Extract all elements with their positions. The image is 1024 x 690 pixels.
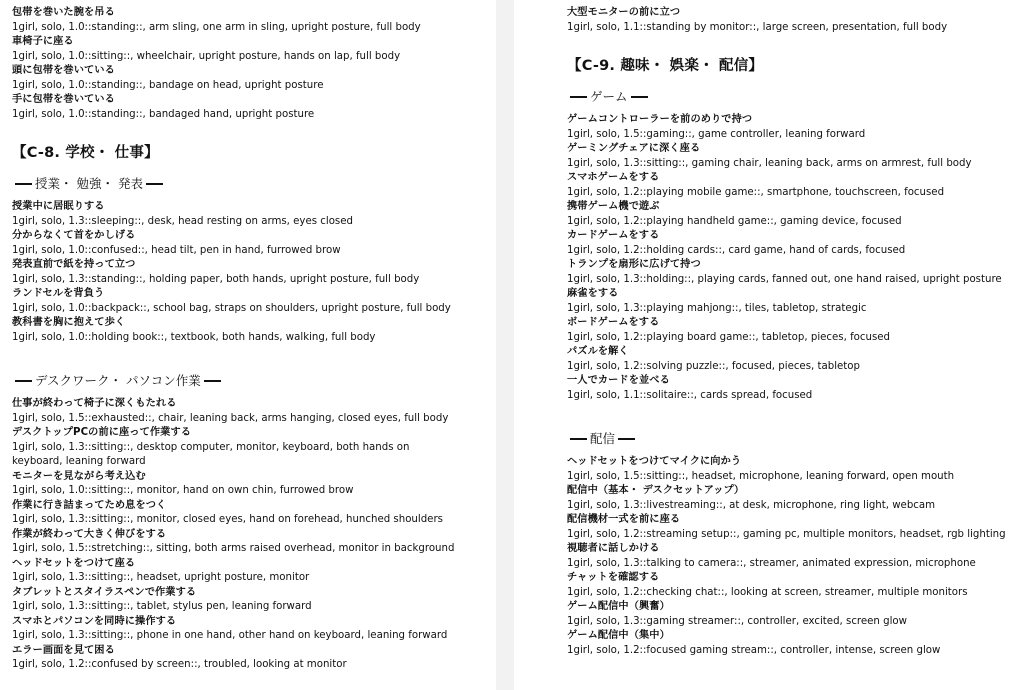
entry-prompt-text: 1girl, solo, 1.3::standing::, holding paper, both hands, upright posture, full body (12, 273, 420, 285)
dash-left-icon (15, 183, 32, 185)
entry-prompt-text: 1girl, solo, 1.0::confused::, head tilt, pen in hand, furrowed brow (12, 244, 341, 256)
entry-prompt-text: 1girl, solo, 1.3::sitting::, phone in one hand, other hand on keyboard, leaning forward (12, 630, 448, 641)
entry-japanese-label: 視聴者に話しかける (567, 543, 660, 554)
entry-japanese-label: ヘッドセットをつけて座る (12, 557, 136, 569)
left-top-entries (12, 6, 460, 122)
prompt-entry (567, 513, 1016, 542)
entry-prompt-text: 1girl, solo, 1.3::sitting::, headset, upright posture, monitor (12, 572, 310, 583)
entry-prompt-text: 1girl, solo, 1.2::playing mobile game::, smartphone, touchscreen, focused (567, 186, 945, 198)
entry-prompt-text: 1girl, solo, 1.2::holding cards::, card game, hand of cards, focused (567, 244, 906, 256)
entry-prompt-text: 1girl, solo, 1.2::solving puzzle::, focused, pieces, tabletop (567, 360, 860, 372)
entry-prompt-text: 1girl, solo, 1.2::streaming setup::, gaming pc, multiple monitors, headset, rgb lighting (567, 528, 1006, 540)
entry-japanese-label: スマホとパソコンを同時に操作する (12, 615, 177, 627)
left-column (0, 0, 496, 673)
entry-japanese-label: 大型モニターの前に立つ (567, 7, 681, 18)
entry-japanese-label: ボードゲームをする (567, 317, 660, 328)
entry-prompt-text: 1girl, solo, 1.0::holding book::, textbook, both hands, walking, full body (12, 331, 376, 343)
entry-japanese-label: 頭に包帯を巻いている (12, 65, 115, 76)
prompt-entry (12, 528, 460, 557)
prompt-entry (567, 345, 1016, 374)
right-sub1-entries (567, 113, 1016, 403)
prompt-entry (567, 316, 1016, 345)
entry-prompt-text: 1girl, solo, 1.2::playing board game::, tabletop, pieces, focused (567, 331, 890, 343)
entry-japanese-label: モニターを見ながら考え込む (12, 470, 146, 482)
entry-japanese-label: 仕事が終わって椅子に深くもたれる (12, 398, 177, 409)
prompt-entry (567, 455, 1016, 484)
right-sub2-entries (567, 455, 1016, 658)
prompt-entry (12, 64, 460, 93)
prompt-entry (567, 629, 1016, 658)
subheading-lessons (12, 176, 460, 192)
entry-japanese-label: ヘッドセットをつけてマイクに向かう (567, 456, 742, 467)
dash-right-icon (204, 380, 221, 382)
entry-japanese-label: パズルを解く (567, 346, 629, 357)
entry-japanese-label: 作業に行き詰まってため息をつく (12, 499, 167, 511)
entry-japanese-label: ゲーミングチェアに深く座る (567, 143, 701, 154)
entry-prompt-text: 1girl, solo, 1.1::solitaire::, cards spread, focused (567, 389, 813, 401)
entry-prompt-text: 1girl, solo, 1.2::focused gaming stream::, controller, intense, screen glow (567, 644, 941, 656)
entry-prompt-text: 1girl, solo, 1.3::sitting::, desktop computer, monitor, keyboard, both hands on keyboard, leaning forward (12, 441, 410, 467)
left-sub1-entries (12, 200, 460, 345)
entry-prompt-text: 1girl, solo, 1.3::holding::, playing cards, fanned out, one hand raised, upright posture (567, 273, 1002, 285)
subheading-label: 授業・ 勉強・ 発表 (35, 176, 143, 191)
entry-prompt-text: 1girl, solo, 1.3::talking to camera::, streamer, animated expression, microphone (567, 557, 976, 569)
prompt-entry (12, 586, 460, 615)
entry-prompt-text: 1girl, solo, 1.3::sleeping::, desk, head resting on arms, eyes closed (12, 215, 353, 227)
entry-japanese-label: タブレットとスタイラスペンで作業する (12, 586, 197, 598)
entry-japanese-label: 手に包帯を巻いている (12, 94, 115, 105)
entry-prompt-text: 1girl, solo, 1.0::standing::, bandaged hand, upright posture (12, 108, 315, 120)
section-title-c9: 【C-9. 趣味・ 娯楽・ 配信】 (567, 58, 764, 74)
dash-left-icon (570, 438, 587, 440)
prompt-entry (12, 287, 460, 316)
prompt-entry (567, 374, 1016, 403)
subheading-label: ゲーム (590, 89, 628, 104)
right-column (514, 0, 1024, 658)
prompt-entry (567, 571, 1016, 600)
prompt-entry (12, 6, 460, 35)
entry-japanese-label: 教科書を胸に抱えて歩く (12, 317, 126, 328)
subheading-games (567, 89, 1016, 105)
prompt-entry (567, 600, 1016, 629)
entry-japanese-label: デスクトップPCの前に座って作業する (12, 427, 192, 438)
prompt-entry (12, 557, 460, 586)
entry-japanese-label: 包帯を巻いた腕を吊る (12, 7, 115, 18)
prompt-entry (12, 93, 460, 122)
prompt-entry (567, 542, 1016, 571)
entry-japanese-label: 発表直前で紙を持って立つ (12, 259, 136, 270)
subheading-label: デスクワーク・ パソコン作業 (35, 373, 201, 388)
right-top-entries (567, 6, 1016, 35)
prompt-entry (567, 171, 1016, 200)
dash-left-icon (15, 380, 32, 382)
entry-japanese-label: ランドセルを背負う (12, 288, 105, 299)
section-title-c8: 【C-8. 学校・ 仕事】 (12, 145, 159, 161)
entry-japanese-label: 携帯ゲーム機で遊ぶ (567, 201, 660, 212)
entry-prompt-text: 1girl, solo, 1.0::sitting::, monitor, hand on own chin, furrowed brow (12, 485, 354, 496)
entry-prompt-text: 1girl, solo, 1.3::sitting::, gaming chair, leaning back, arms on armrest, full body (567, 157, 972, 169)
dash-left-icon (570, 96, 587, 98)
prompt-entry (567, 229, 1016, 258)
right-page (514, 0, 1024, 690)
dash-right-icon (618, 438, 635, 440)
entry-prompt-text: 1girl, solo, 1.3::sitting::, monitor, closed eyes, hand on forehead, hunched shoulders (12, 514, 443, 525)
prompt-entry (12, 229, 460, 258)
entry-japanese-label: スマホゲームをする (567, 172, 660, 183)
prompt-entry (12, 200, 460, 229)
prompt-entry (12, 499, 460, 528)
entry-prompt-text: 1girl, solo, 1.3::livestreaming::, at desk, microphone, ring light, webcam (567, 499, 936, 511)
entry-japanese-label: ゲーム配信中（集中） (567, 630, 670, 641)
prompt-entry (567, 258, 1016, 287)
entry-prompt-text: 1girl, solo, 1.3::playing mahjong::, tiles, tabletop, strategic (567, 302, 867, 314)
prompt-entry (567, 6, 1016, 35)
left-page (0, 0, 496, 690)
entry-prompt-text: 1girl, solo, 1.5::stretching::, sitting, both arms raised overhead, monitor in background (12, 543, 455, 554)
entry-japanese-label: 車椅子に座る (12, 36, 74, 47)
prompt-entry (567, 200, 1016, 229)
subheading-deskwork (12, 373, 460, 389)
entry-japanese-label: 分からなくて首をかしげる (12, 230, 136, 241)
entry-japanese-label: トランプを扇形に広げて持つ (567, 259, 701, 270)
entry-japanese-label: チャットを確認する (567, 572, 660, 583)
prompt-entry (12, 470, 460, 499)
entry-prompt-text: 1girl, solo, 1.3::gaming streamer::, controller, excited, screen glow (567, 615, 907, 627)
entry-prompt-text: 1girl, solo, 1.1::standing by monitor::, large screen, presentation, full body (567, 21, 948, 33)
entry-japanese-label: エラー画面を見て困る (12, 644, 115, 656)
dash-right-icon (631, 96, 648, 98)
entry-prompt-text: 1girl, solo, 1.0::standing::, arm sling, one arm in sling, upright posture, full body (12, 21, 421, 33)
entry-japanese-label: 配信機材一式を前に座る (567, 514, 681, 525)
prompt-entry (567, 113, 1016, 142)
entry-japanese-label: ゲームコントローラーを前のめりで持つ (567, 114, 753, 125)
prompt-entry (567, 484, 1016, 513)
dash-right-icon (146, 183, 163, 185)
prompt-entry (12, 644, 460, 673)
entry-prompt-text: 1girl, solo, 1.0::sitting::, wheelchair, upright posture, hands on lap, full body (12, 50, 401, 62)
prompt-entry (12, 426, 460, 470)
prompt-entry (12, 258, 460, 287)
entry-prompt-text: 1girl, solo, 1.0::standing::, bandage on head, upright posture (12, 79, 324, 91)
entry-prompt-text: 1girl, solo, 1.5::exhausted::, chair, leaning back, arms hanging, closed eyes, full body (12, 412, 449, 424)
entry-prompt-text: 1girl, solo, 1.5::gaming::, game controller, leaning forward (567, 128, 866, 140)
entry-japanese-label: 麻雀をする (567, 288, 619, 299)
prompt-entry (12, 35, 460, 64)
entry-japanese-label: 授業中に居眠りする (12, 201, 105, 212)
entry-prompt-text: 1girl, solo, 1.5::sitting::, headset, microphone, leaning forward, open mouth (567, 470, 955, 482)
entry-japanese-label: 作業が終わって大きく伸びをする (12, 528, 167, 540)
entry-prompt-text: 1girl, solo, 1.2::checking chat::, looking at screen, streamer, multiple monitors (567, 586, 968, 598)
entry-prompt-text: 1girl, solo, 1.3::sitting::, tablet, stylus pen, leaning forward (12, 601, 312, 612)
prompt-entry (12, 615, 460, 644)
entry-prompt-text: 1girl, solo, 1.2::confused by screen::, troubled, looking at monitor (12, 659, 347, 670)
prompt-entry (12, 316, 460, 345)
subheading-streaming (567, 431, 1016, 447)
entry-prompt-text: 1girl, solo, 1.0::backpack::, school bag, straps on shoulders, upright posture, full body (12, 302, 451, 314)
prompt-entry (567, 142, 1016, 171)
left-sub2-entries (12, 397, 460, 673)
entry-japanese-label: ゲーム配信中（興奮） (567, 601, 670, 612)
entry-japanese-label: カードゲームをする (567, 230, 660, 241)
prompt-entry (12, 397, 460, 426)
subheading-label: 配信 (590, 431, 616, 446)
prompt-entry (567, 287, 1016, 316)
entry-prompt-text: 1girl, solo, 1.2::playing handheld game::, gaming device, focused (567, 215, 902, 227)
entry-japanese-label: 配信中（基本・ デスクセットアップ） (567, 485, 745, 496)
entry-japanese-label: 一人でカードを並べる (567, 375, 670, 386)
